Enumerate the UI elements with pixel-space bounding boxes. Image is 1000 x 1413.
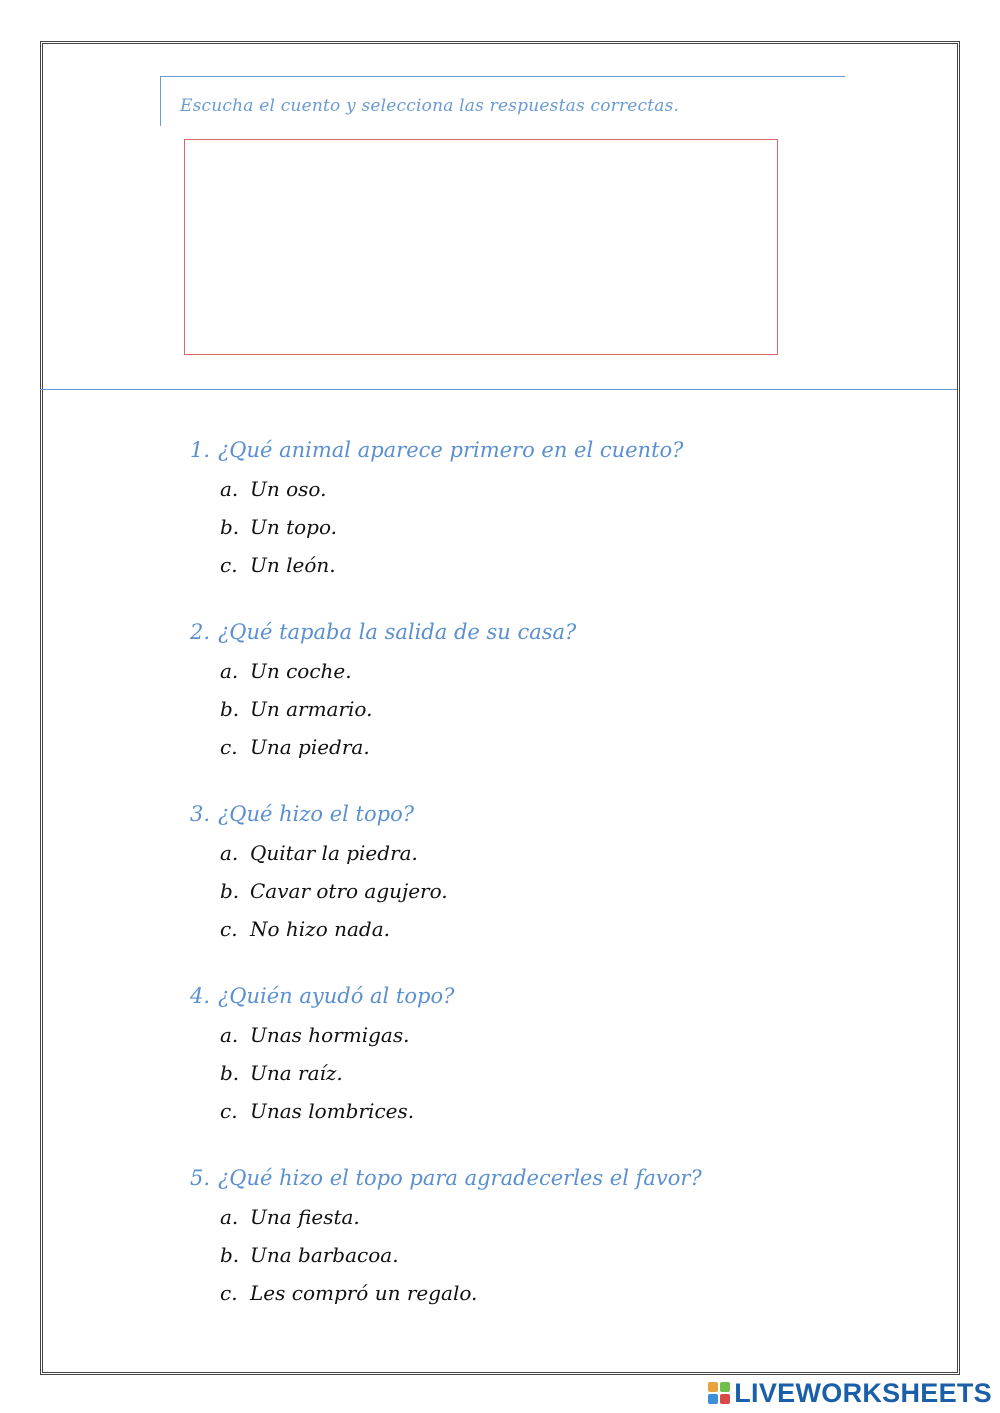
answer-option[interactable] (190, 910, 890, 948)
answer-option[interactable] (190, 1092, 890, 1130)
question-text: ¿Quién ayudó al topo? (218, 984, 455, 1008)
logo-mark-square (720, 1394, 730, 1404)
section-divider (40, 389, 957, 390)
question-number: 5. (190, 1166, 211, 1190)
instruction-text: Escucha el cuento y selecciona las respuestas correctas. (180, 96, 680, 116)
question-list (190, 432, 890, 1342)
question-number: 2. (190, 620, 211, 644)
option-letter: c. (220, 1281, 238, 1305)
option-text: Un coche. (250, 659, 352, 683)
answer-option[interactable] (190, 1274, 890, 1312)
question-title (190, 614, 890, 652)
question (190, 978, 890, 1130)
option-letter: a. (220, 477, 239, 501)
header-rule (160, 76, 845, 77)
question-text: ¿Qué tapaba la salida de su casa? (218, 620, 577, 644)
option-text: Cavar otro agujero. (250, 879, 448, 903)
logo-mark-icon (708, 1382, 730, 1404)
option-text: Quitar la piedra. (250, 841, 418, 865)
question (190, 1160, 890, 1312)
answer-option[interactable] (190, 652, 890, 690)
option-text: Una raíz. (250, 1061, 343, 1085)
option-text: Un oso. (250, 477, 327, 501)
option-letter: b. (220, 515, 240, 539)
question-title (190, 978, 890, 1016)
answer-option[interactable] (190, 1054, 890, 1092)
logo-mark-square (708, 1394, 718, 1404)
answer-option[interactable] (190, 1236, 890, 1274)
option-letter: b. (220, 697, 240, 721)
question-text: ¿Qué hizo el topo? (218, 802, 414, 826)
answer-option[interactable] (190, 834, 890, 872)
question-title (190, 796, 890, 834)
option-letter: c. (220, 735, 238, 759)
option-letter: c. (220, 553, 238, 577)
option-text: Una fiesta. (250, 1205, 360, 1229)
answer-option[interactable] (190, 546, 890, 584)
option-text: Un león. (250, 553, 336, 577)
option-text: Una barbacoa. (250, 1243, 399, 1267)
header-rule-tick (160, 76, 161, 126)
logo-mark-square (720, 1382, 730, 1392)
option-letter: c. (220, 917, 238, 941)
option-text: Un armario. (250, 697, 373, 721)
question-text: ¿Qué hizo el topo para agradecerles el favor? (218, 1166, 702, 1190)
answer-option[interactable] (190, 508, 890, 546)
option-text: Un topo. (250, 515, 338, 539)
option-text: Una piedra. (250, 735, 370, 759)
question-number: 4. (190, 984, 211, 1008)
option-letter: b. (220, 879, 240, 903)
liveworksheets-logo[interactable] (708, 1377, 992, 1409)
option-text: No hizo nada. (250, 917, 390, 941)
answer-option[interactable] (190, 872, 890, 910)
option-letter: a. (220, 1023, 239, 1047)
audio-player-area[interactable] (184, 139, 778, 355)
question-title (190, 1160, 890, 1198)
logo-text: LIVEWORKSHEETS (734, 1377, 992, 1408)
question-title (190, 432, 890, 470)
option-letter: c. (220, 1099, 238, 1123)
answer-option[interactable] (190, 1016, 890, 1054)
answer-option[interactable] (190, 470, 890, 508)
question (190, 614, 890, 766)
answer-option[interactable] (190, 728, 890, 766)
option-letter: a. (220, 659, 239, 683)
question (190, 432, 890, 584)
option-letter: a. (220, 841, 239, 865)
answer-option[interactable] (190, 690, 890, 728)
answer-option[interactable] (190, 1198, 890, 1236)
option-letter: a. (220, 1205, 239, 1229)
option-letter: b. (220, 1061, 240, 1085)
question-text: ¿Qué animal aparece primero en el cuento? (218, 438, 684, 462)
question-number: 1. (190, 438, 211, 462)
option-letter: b. (220, 1243, 240, 1267)
option-text: Les compró un regalo. (250, 1281, 478, 1305)
option-text: Unas hormigas. (250, 1023, 410, 1047)
option-text: Unas lombrices. (250, 1099, 415, 1123)
question (190, 796, 890, 948)
question-number: 3. (190, 802, 211, 826)
logo-mark-square (708, 1382, 718, 1392)
